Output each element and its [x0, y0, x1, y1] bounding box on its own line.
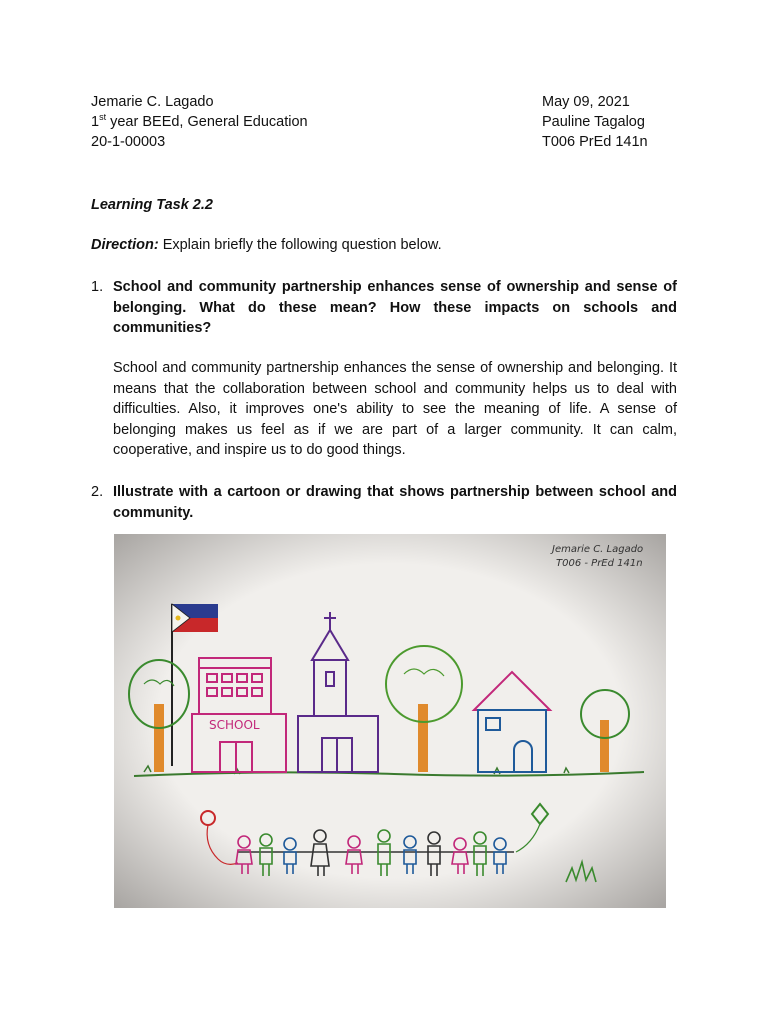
signature-course: T006 - PrEd 141n [556, 558, 643, 569]
q2-question: Illustrate with a cartoon or drawing that shows partnership between school and community. [113, 484, 677, 521]
course-code: T006 PrEd 141n [542, 134, 648, 150]
direction-text: Explain briefly the following question below. [158, 237, 442, 253]
year-program: year BEEd, General Education [106, 114, 308, 130]
student-name: Jemarie C. Lagado [91, 94, 214, 110]
submission-date: May 09, 2021 [542, 94, 630, 110]
year-prefix: 1 [91, 114, 100, 130]
q1-answer: School and community partnership enhances the sense of ownership and belonging. It means that the collaboration between school and community helps us to deal with difficulties. Also, it improves one's ability to see the meaning of life. A sense of belonging makes us feel as if we are part of a larger community. It can calm, cooperative, and inspire us to do good things. [113, 360, 677, 459]
direction [91, 235, 442, 255]
direction-label: Direction: [91, 237, 159, 253]
signature-name: Jemarie C. Lagado [552, 544, 644, 555]
q2-number: 2. [91, 484, 104, 500]
instructor-name: Pauline Tagalog [542, 114, 645, 130]
school-sign: SCHOOL [209, 718, 260, 732]
q1-number: 1. [91, 279, 104, 295]
student-id: 20-1-00003 [91, 134, 166, 150]
q1-question: School and community partnership enhances sense of ownership and sense of belonging. What do these mean? How these impacts on schools and communities? [113, 279, 677, 337]
student-year [91, 112, 308, 132]
community-drawing [114, 534, 666, 908]
year-suffix: st [99, 112, 107, 123]
task-title: Learning Task 2.2 [91, 197, 213, 213]
